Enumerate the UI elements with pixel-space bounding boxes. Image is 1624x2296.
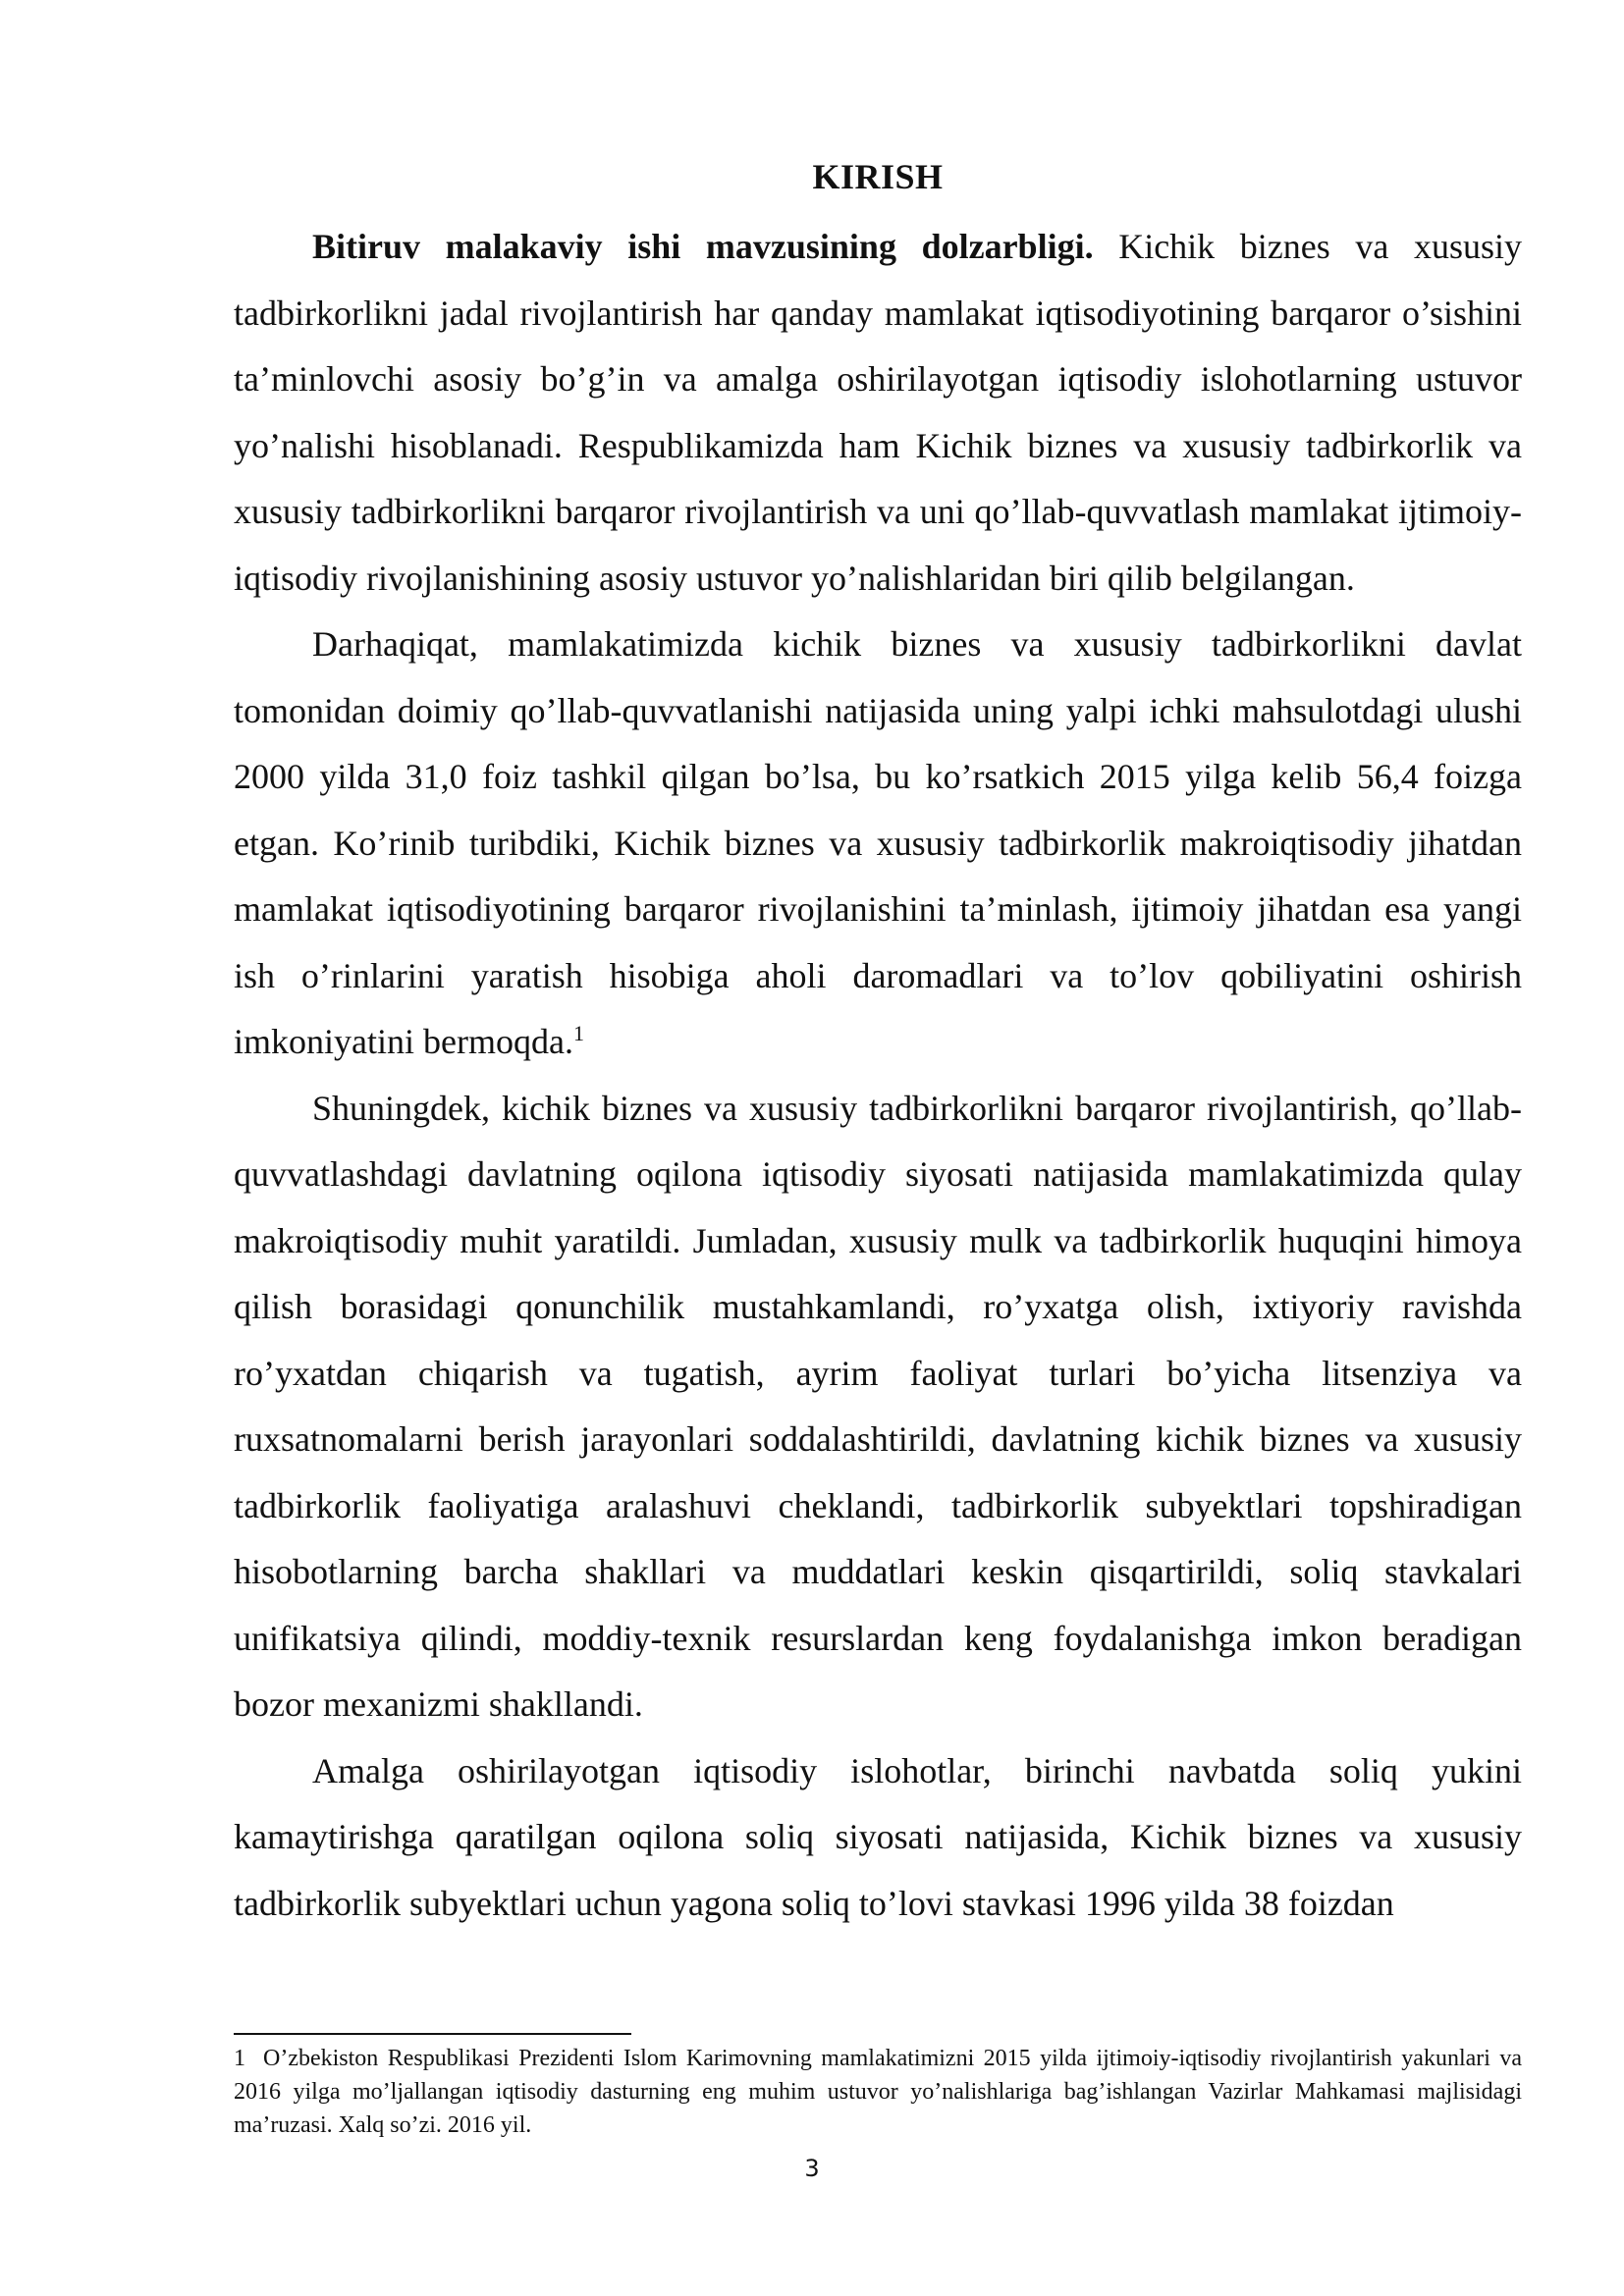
paragraph-policy (234, 1076, 1522, 1738)
paragraph-relevance-text: Kichik biznes va xususiy tadbirkorlikni jadal rivojlantirish har qanday mamlakat iqtisodiyotining barqaror o’sishini ta’minlovchi asosiy bo’g’in va amalga oshirilayotgan iqtisodiy islohotlarning ustuvor yo’nalishi hisoblanadi. Respublikamizda ham Kichik biznes va xususiy tadbirkorlik va xususiy tadbirkorlikni barqaror rivojlantirish va uni qo’llab-quvvatlash mamlakat ijtimoiy-iqtisodiy rivojlanishining asosiy ustuvor yo’nalishlaridan biri qilib belgilangan. (234, 227, 1522, 598)
page-number: 3 (804, 2155, 820, 2182)
footnote-divider (234, 2033, 631, 2035)
footnote (234, 2042, 1522, 2142)
paragraph-statistics-text: Darhaqiqat, mamlakatimizda kichik biznes va xususiy tadbirkorlikni davlat tomonidan doimiy qo’llab-quvvatlanishi natijasida uning yalpi ichki mahsulotdagi ulushi 2000 yilda 31,0 foiz tashkil qilgan bo’lsa, bu ko’rsatkich 2015 yilga kelib 56,4 foizga etgan. Ko’rinib turibdiki, Kichik biznes va xususiy tadbirkorlik makroiqtisodiy jihatdan mamlakat iqtisodiyotining barqaror rivojlanishini ta’minlash, ijtimoiy jihatdan esa yangi ish o’rinlarini yaratish hisobiga aholi daromadlari va to’lov qobiliyatini oshirish imkoniyatini bermoqda. (234, 624, 1522, 1061)
footnote-text: O’zbekiston Respublikasi Prezidenti Islom Karimovning mamlakatimizni 2015 yilda ijtimoiy-iqtisodiy rivojlantirish yakunlari va 2016 yilga mo’ljallangan iqtisodiy dasturning eng muhim ustuvor yo’nalishlariga bag’ishlangan Vazirlar Mahkamasi majlisidagi ma’ruzasi. Xalq so’zi. 2016 yil. (234, 2046, 1522, 2138)
document-body (234, 147, 1522, 1937)
paragraph-relevance (234, 214, 1522, 612)
paragraph-policy-text: Shuningdek, kichik biznes va xususiy tadbirkorlikni barqaror rivojlantirish, qo’llab-quvvatlashdagi davlatning oqilona iqtisodiy siyosati natijasida mamlakatimizda qulay makroiqtisodiy muhit yaratildi. Jumladan, xususiy mulk va tadbirkorlik huquqini himoya qilish borasidagi qonunchilik mustahkamlandi, ro’yxatga olish, ixtiyoriy ravishda ro’yxatdan chiqarish va tugatish, ayrim faoliyat turlari bo’yicha litsenziya va ruxsatnomalarni berish jarayonlari soddalashtirildi, davlatning kichik biznes va xususiy tadbirkorlik faoliyatiga aralashuvi cheklandi, tadbirkorlik subyektlari topshiradigan hisobotlarning barcha shakllari va muddatlari keskin qisqartirildi, soliq stavkalari unifikatsiya qilindi, moddiy-texnik resurslardan keng foydalanishga imkon beradigan bozor mexanizmi shakllandi. (234, 1088, 1522, 1724)
paragraph-tax (234, 1738, 1522, 1938)
paragraph-tax-text: Amalga oshirilayotgan iqtisodiy islohotlar, birinchi navbatda soliq yukini kamaytirishga qaratilgan oqilona soliq siyosati natijasida, Kichik biznes va xususiy tadbirkorlik subyektlari uchun yagona soliq to’lovi stavkasi 1996 yilda 38 foizdan (234, 1750, 1522, 1923)
footnote-reference[interactable]: 1 (572, 1021, 584, 1045)
section-title: KIRISH (812, 157, 944, 196)
footnote-mark: 1 (234, 2046, 245, 2071)
paragraph-lead-bold: Bitiruv malakaviy ishi mavzusining dolzarbligi. (312, 227, 1094, 266)
paragraph-statistics (234, 612, 1522, 1076)
